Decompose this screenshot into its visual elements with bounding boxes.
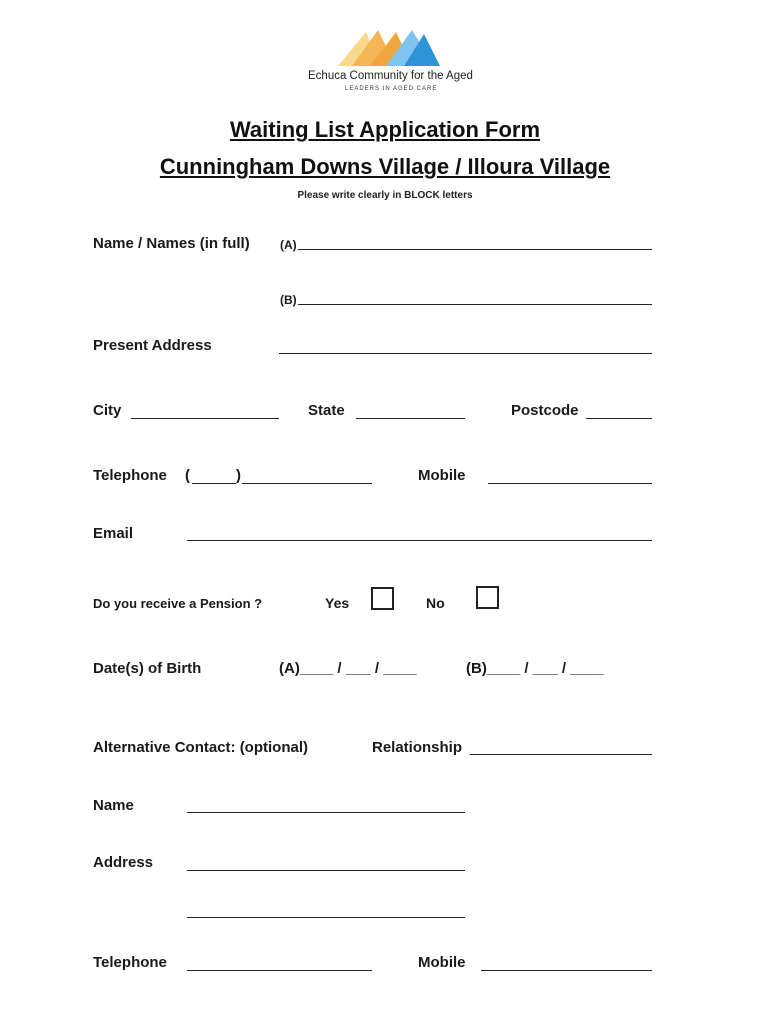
- name-a-field[interactable]: [298, 249, 652, 250]
- logo-mark: [300, 26, 470, 68]
- org-tagline: LEADERS IN AGED CARE: [345, 86, 438, 92]
- telephone-field[interactable]: [242, 483, 372, 484]
- telephone-label: Telephone: [93, 467, 167, 484]
- alt-telephone-field[interactable]: [187, 970, 372, 971]
- mobile-field[interactable]: [488, 483, 652, 484]
- alt-contact-heading: Alternative Contact: (optional): [93, 739, 309, 756]
- pension-question: Do you receive a Pension ?: [93, 596, 263, 611]
- mobile-label: Mobile: [418, 467, 466, 484]
- city-label: City: [93, 402, 122, 419]
- alt-address-field-2[interactable]: [187, 917, 465, 918]
- dob-a-field[interactable]: (A)____ / ___ / ____: [279, 660, 417, 677]
- org-name: Echuca Community for the Aged: [308, 70, 473, 82]
- alt-mobile-field[interactable]: [481, 970, 652, 971]
- pension-no-label: No: [426, 595, 445, 611]
- alt-address-field-1[interactable]: [187, 870, 465, 871]
- email-field[interactable]: [187, 540, 652, 541]
- alt-name-field[interactable]: [187, 812, 465, 813]
- pension-yes-checkbox[interactable]: [371, 587, 394, 610]
- city-field[interactable]: [131, 418, 279, 419]
- address-field[interactable]: [279, 353, 652, 354]
- name-b-field[interactable]: [298, 304, 652, 305]
- state-label: State: [308, 402, 345, 419]
- relationship-label: Relationship: [372, 739, 463, 756]
- name-b-marker: (B): [280, 293, 297, 307]
- state-field[interactable]: [356, 418, 465, 419]
- area-code-open-paren: (: [185, 467, 190, 484]
- name-a-marker: (A): [280, 238, 297, 252]
- alt-telephone-label: Telephone: [93, 954, 167, 971]
- email-label: Email: [93, 525, 134, 542]
- area-code-field[interactable]: [192, 483, 236, 484]
- dob-label: Date(s) of Birth: [93, 660, 202, 677]
- form-title: Waiting List Application Form: [229, 117, 541, 142]
- pension-no-checkbox[interactable]: [476, 586, 499, 609]
- pension-yes-label: Yes: [325, 595, 350, 611]
- alt-mobile-label: Mobile: [418, 954, 466, 971]
- postcode-label: Postcode: [511, 402, 579, 419]
- address-label: Present Address: [93, 337, 212, 354]
- alt-name-label: Name: [93, 797, 134, 814]
- instruction-text: Please write clearly in BLOCK letters: [297, 190, 473, 201]
- relationship-field[interactable]: [470, 754, 652, 755]
- form-subtitle: Cunningham Downs Village / Illoura Village: [159, 154, 611, 179]
- dob-b-field[interactable]: (B)____ / ___ / ____: [466, 660, 604, 677]
- postcode-field[interactable]: [586, 418, 652, 419]
- alt-address-label: Address: [93, 854, 154, 871]
- name-label: Name / Names (in full): [93, 235, 250, 252]
- area-code-close-paren: ): [236, 467, 241, 484]
